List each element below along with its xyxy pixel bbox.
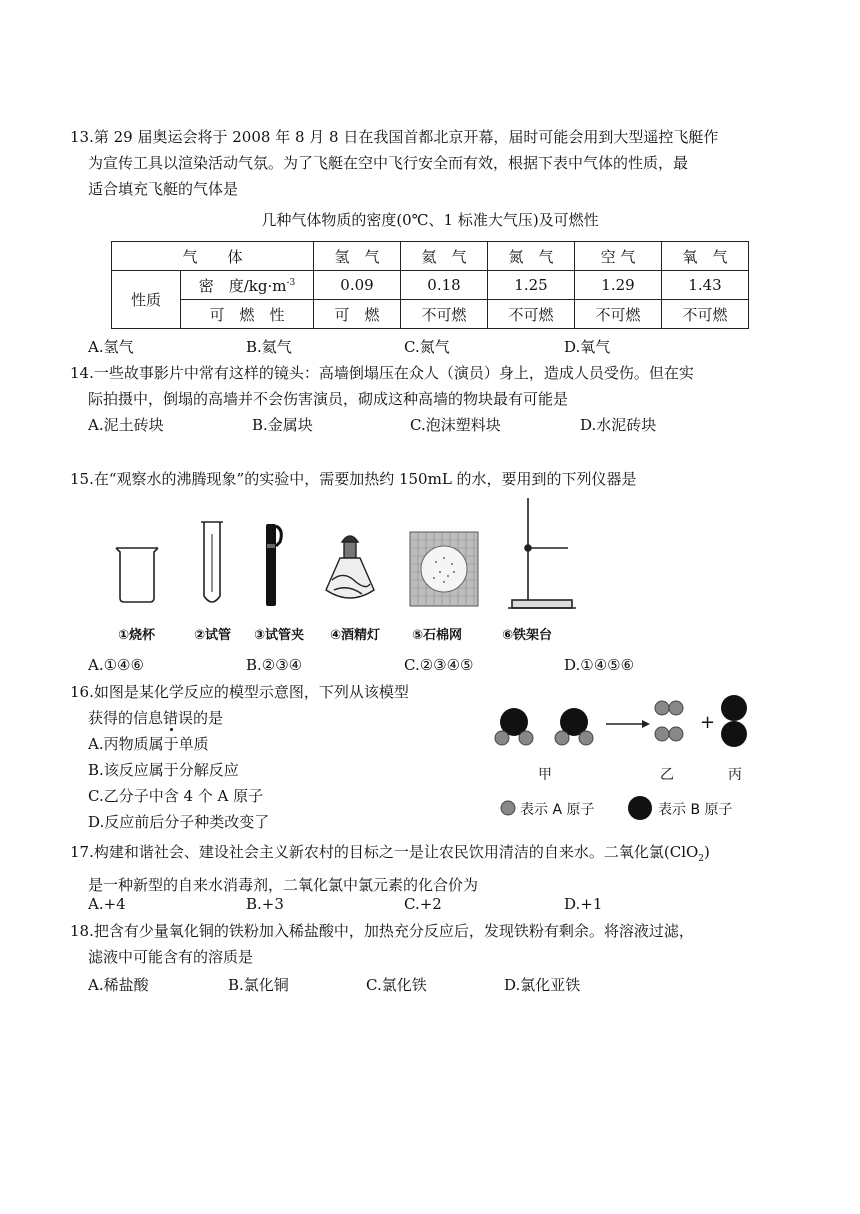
gas-cell: 氧 气 xyxy=(662,242,749,271)
q16-option-b: B.该反应属于分解反应 xyxy=(88,761,239,779)
model-label-bing: 丙 xyxy=(728,767,742,783)
q16-line1: 16.如图是某化学反应的模型示意图，下列从该模型 xyxy=(70,683,409,701)
option-b: B.金属块 xyxy=(252,416,313,434)
q16-line2-part-a: 获得的信息 xyxy=(88,709,164,727)
q16-line2-part-c: 误的是 xyxy=(178,709,224,727)
q17-line1-text: 17.构建和谐社会、建设社会主义新农村的目标之一是让农民饮用清洁的自来水。二氧化氯(ClO xyxy=(70,843,699,861)
table-row xyxy=(112,242,749,271)
option-b: B.氯化铜 xyxy=(228,976,289,994)
q14-line2: 际拍摄中，倒塌的高墙并不会伤害演员，砌成这种高墙的物块最有可能是 xyxy=(88,390,569,408)
q16-option-a: A.丙物质属于单质 xyxy=(88,735,209,753)
q18-options xyxy=(72,972,808,998)
legend-a-label: 表示 A 原子 xyxy=(520,802,595,818)
density-label-cell xyxy=(181,271,314,300)
question-14 xyxy=(72,360,792,412)
density-cell: 1.25 xyxy=(488,271,575,300)
option-c: C.氯化铁 xyxy=(366,976,427,994)
q18-line2: 滤液中可能含有的溶质是 xyxy=(88,948,254,966)
instrument-drawings xyxy=(104,494,584,644)
q13-line1: 13.第 29 届奥运会将于 2008 年 8 月 8 日在我国首都北京开幕，届时可能会用到大型遥控飞艇作 xyxy=(70,128,719,146)
density-exponent: -3 xyxy=(286,277,296,288)
question-15 xyxy=(72,466,792,492)
atom-a-legend-icon xyxy=(501,801,515,815)
option-b: B.氦气 xyxy=(246,338,292,356)
instrument-label: ⑥铁架台 xyxy=(502,628,553,643)
instrument-label: ②试管 xyxy=(194,628,232,643)
q17-options xyxy=(72,891,808,917)
q16-option-c: C.乙分子中含 4 个 A 原子 xyxy=(88,787,264,805)
q17-line1-close: ) xyxy=(704,843,710,861)
q13-line2: 为宣传工具以渲染活动气氛。为了飞艇在空中飞行安全而有效，根据下表中气体的性质，最 xyxy=(88,154,689,172)
option-d: D.①④⑤⑥ xyxy=(564,656,635,674)
flammability-cell: 不可燃 xyxy=(575,300,662,329)
test-tube-clamp-icon xyxy=(266,524,281,606)
q15-options xyxy=(72,652,808,678)
q14-line1: 14.一些故事影片中常有这样的镜头：高墙倒塌压在众人（演员）身上，造成人员受伤。但在实 xyxy=(70,364,694,382)
option-d: D.氧气 xyxy=(564,338,611,356)
gas-cell: 氦 气 xyxy=(401,242,488,271)
option-a: A.稀盐酸 xyxy=(88,976,149,994)
gas-properties-table xyxy=(111,241,749,329)
option-d: D.+1 xyxy=(564,895,603,913)
table-row xyxy=(112,300,749,329)
option-b: B.②③④ xyxy=(246,656,303,674)
molecule-yi-icon xyxy=(655,701,683,741)
molecule-bing-icon xyxy=(721,695,747,747)
model-label-jia: 甲 xyxy=(538,767,552,783)
model-label-yi: 乙 xyxy=(660,767,674,783)
header-gas-cell: 气 体 xyxy=(112,242,314,271)
gas-cell: 空 气 xyxy=(575,242,662,271)
molecule-jia-icon xyxy=(555,708,593,745)
instrument-label: ①烧杯 xyxy=(118,628,156,643)
test-tube-icon xyxy=(201,522,223,602)
option-a: A.+4 xyxy=(88,895,126,913)
density-cell: 1.29 xyxy=(575,271,662,300)
option-d: D.氯化亚铁 xyxy=(504,976,581,994)
instrument-figure xyxy=(104,494,584,644)
flammability-label-cell: 可 燃 性 xyxy=(181,300,314,329)
q15-line1: 15.在“观察水的沸腾现象”的实验中，需要加热约 150mL 的水，要用到的下列仪器是 xyxy=(70,470,637,488)
asbestos-gauze-icon xyxy=(410,532,478,606)
molecule-jia-icon xyxy=(495,708,533,745)
option-c: C.氮气 xyxy=(404,338,450,356)
option-c: C.泡沫塑料块 xyxy=(410,416,501,434)
flammability-cell: 可 燃 xyxy=(314,300,401,329)
gas-cell: 氮 气 xyxy=(488,242,575,271)
density-cell: 0.18 xyxy=(401,271,488,300)
instrument-label: ⑤石棉网 xyxy=(412,628,463,643)
reaction-arrow-icon xyxy=(606,720,650,728)
q17-line2: 是一种新型的自来水消毒剂，二氧化氯中氯元素的化合价为 xyxy=(88,876,479,894)
q17-subscript: 2 xyxy=(698,854,705,864)
option-d: D.水泥砖块 xyxy=(580,416,657,434)
q17-line1 xyxy=(70,839,802,872)
question-18 xyxy=(72,918,792,970)
gas-cell: 氢 气 xyxy=(314,242,401,271)
option-c: C.②③④⑤ xyxy=(404,656,474,674)
alcohol-lamp-icon xyxy=(326,536,374,598)
atom-b-legend-icon xyxy=(628,796,652,820)
property-label-cell: 性质 xyxy=(112,271,181,329)
density-label: 密 度/kg·m xyxy=(198,276,287,295)
instrument-label: ③试管夹 xyxy=(254,628,305,643)
density-cell: 0.09 xyxy=(314,271,401,300)
plus-sign: + xyxy=(700,712,716,733)
q14-options xyxy=(72,412,808,438)
reaction-model-figure xyxy=(486,686,786,826)
option-c: C.+2 xyxy=(404,895,442,913)
q18-line1: 18.把含有少量氧化铜的铁粉加入稀盐酸中，加热充分反应后，发现铁粉有剩余。将溶液过滤， xyxy=(70,922,694,940)
flammability-cell: 不可燃 xyxy=(662,300,749,329)
option-a: A.泥土砖块 xyxy=(88,416,164,434)
q16-emphasis-char: 错 xyxy=(163,709,179,727)
q13-options xyxy=(72,334,808,360)
question-17 xyxy=(72,839,802,898)
beaker-icon xyxy=(116,548,158,602)
option-b: B.+3 xyxy=(246,895,284,913)
q13-line3: 适合填充飞艇的气体是 xyxy=(88,180,239,198)
option-a: A.氢气 xyxy=(88,338,134,356)
question-16 xyxy=(72,679,492,835)
iron-stand-icon xyxy=(508,498,576,608)
q16-line2 xyxy=(72,705,492,731)
table-row xyxy=(112,271,749,300)
flammability-cell: 不可燃 xyxy=(401,300,488,329)
instrument-label: ④酒精灯 xyxy=(330,628,381,643)
table-caption: 几种气体物质的密度(0℃、1 标准大气压)及可燃性 xyxy=(261,211,599,229)
flammability-cell: 不可燃 xyxy=(488,300,575,329)
density-cell: 1.43 xyxy=(662,271,749,300)
q16-option-d: D.反应前后分子种类改变了 xyxy=(88,813,270,831)
legend-b-label: 表示 B 原子 xyxy=(658,802,733,818)
option-a: A.①④⑥ xyxy=(88,656,144,674)
question-13 xyxy=(72,124,792,202)
